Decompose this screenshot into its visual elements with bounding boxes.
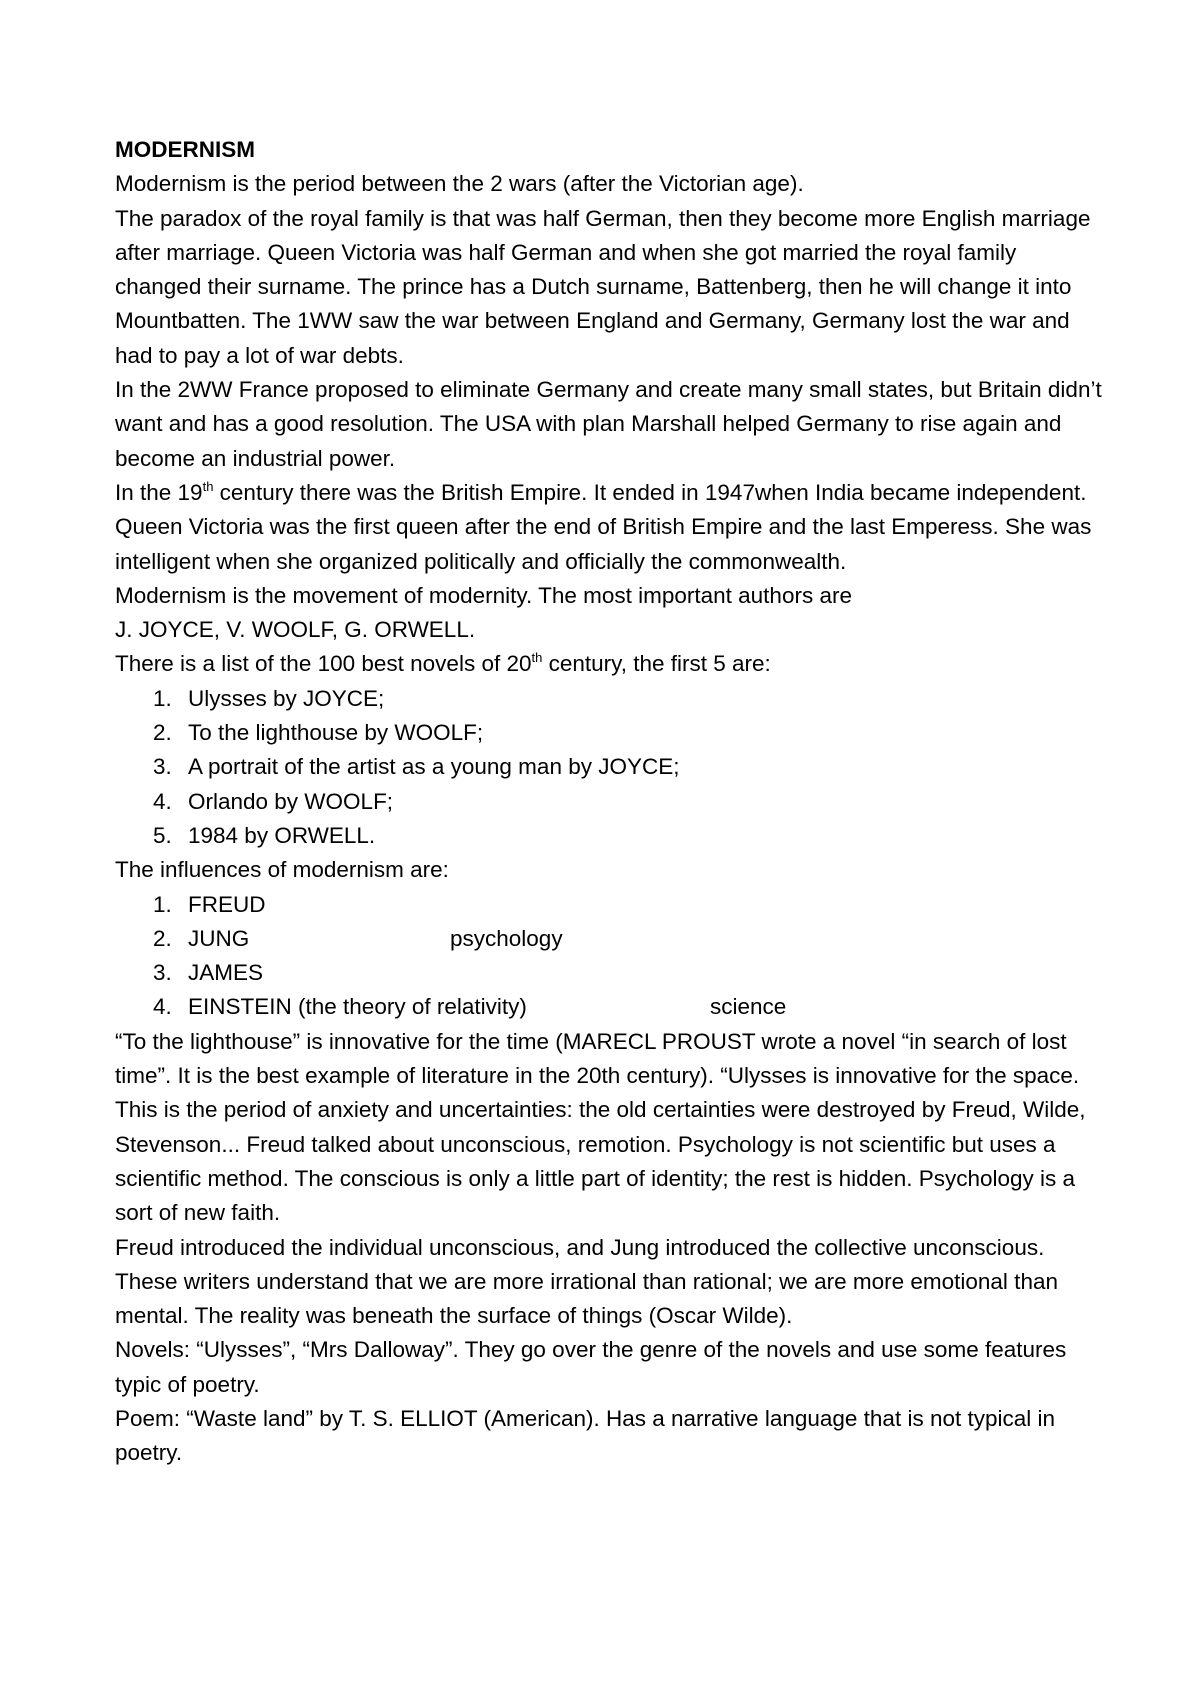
list-item (115, 956, 1105, 990)
paragraph-influences: The influences of modernism are: (115, 857, 449, 883)
paragraph-best-novels (115, 647, 1105, 681)
list-item-text: JUNG (188, 925, 250, 951)
paragraph-anxiety: This is the period of anxiety and uncertainties: the old certainties were destroyed by Freud, Wilde, Stevenson... Freud talked about unconscious, remotion. Psychology is not scientific but uses a scientific method. The conscious is only a little part of identity; the rest is hidden. Psychology is a sort of new faith. (115, 1097, 1086, 1226)
list-item-text: A portrait of the artist as a young man by JOYCE; (188, 754, 680, 780)
list-number: 3. (153, 754, 172, 780)
best-novels-text-end: century, the first 5 are: (542, 651, 771, 677)
paragraph-unconscious: Freud introduced the individual unconscious, and Jung introduced the collective unconscious. These writers understand that we are more irrational than rational; we are more emotional than mental. The reality was beneath the surface of things (Oscar Wilde). (115, 1234, 1058, 1329)
list-item-text: 1984 by ORWELL. (188, 822, 376, 848)
paragraph-intro: Modernism is the period between the 2 wars (after the Victorian age). (115, 171, 804, 197)
empire-superscript: th (202, 478, 214, 494)
list-item (115, 819, 1105, 853)
list-number: 1. (153, 685, 172, 711)
list-number: 2. (153, 925, 172, 951)
list-number: 3. (153, 960, 172, 986)
list-item (115, 990, 1105, 1024)
science-note: science (710, 994, 787, 1020)
best-novels-superscript: th (531, 650, 543, 666)
list-number: 2. (153, 720, 172, 746)
paragraph-british-empire (115, 476, 1105, 579)
list-item (115, 785, 1105, 819)
paragraph-lighthouse: “To the lighthouse” is innovative for the time (MARECL PROUST wrote a novel “in search of lost time”. It is the best example of literature in the 20th century). “Ulysses is innovative for the space. (115, 1028, 1080, 1089)
paragraph-royal-family: The paradox of the royal family is that was half German, then they become more English marriage after marriage. Queen Victoria was half German and when she got married the royal family changed their surname. The prince has a Dutch surname, Battenberg, then he will change it into Mountbatten. The 1WW saw the war between England and Germany, Germany lost the war and had to pay a lot of war debts. (115, 205, 1091, 368)
paragraph-novels: Novels: “Ulysses”, “Mrs Dalloway”. They go over the genre of the novels and use some features typic of poetry. (115, 1337, 1067, 1397)
paragraph-authors: J. JOYCE, V. WOOLF, G. ORWELL. (115, 617, 476, 643)
list-item (115, 750, 1105, 784)
document-title: MODERNISM (115, 137, 255, 162)
list-item (115, 922, 1105, 956)
paragraph-second-world-war: In the 2WW France proposed to eliminate Germany and create many small states, but Britain didn’t want and has a good resolution. The USA with plan Marshall helped Germany to rise again and become an industrial power. (115, 377, 1102, 471)
psychology-note: psychology (450, 925, 563, 951)
list-item-text: Ulysses by JOYCE; (188, 685, 385, 711)
empire-text-start: In the 19 (115, 479, 203, 505)
list-number: 1. (153, 891, 172, 917)
list-number: 4. (153, 994, 172, 1020)
best-novels-text-start: There is a list of the 100 best novels of 20 (115, 651, 532, 677)
list-item-text: To the lighthouse by WOOLF; (188, 720, 484, 746)
novels-list (115, 682, 1105, 853)
influences-list (115, 888, 1105, 1025)
list-item-text: JAMES (188, 960, 264, 986)
document-body (115, 133, 1105, 1471)
list-number: 5. (153, 822, 172, 848)
list-item (115, 682, 1105, 716)
empire-text-end: century there was the British Empire. It ended in 1947when India became independent. Queen Victoria was the first queen after the end of British Empire and the last Emperess. She was intelligent when she organized politically and officially the commonwealth. (115, 479, 1092, 574)
list-item-text: EINSTEIN (the theory of relativity) (188, 994, 527, 1020)
list-number: 4. (153, 788, 172, 814)
list-item-text: Orlando by WOOLF; (188, 788, 394, 814)
list-item-text: FREUD (188, 891, 266, 917)
list-item (115, 888, 1105, 922)
paragraph-poem: Poem: “Waste land” by T. S. ELLIOT (American). Has a narrative language that is not typical in poetry. (115, 1405, 1056, 1466)
list-item (115, 716, 1105, 750)
paragraph-movement: Modernism is the movement of modernity. The most important authors are (115, 582, 852, 608)
